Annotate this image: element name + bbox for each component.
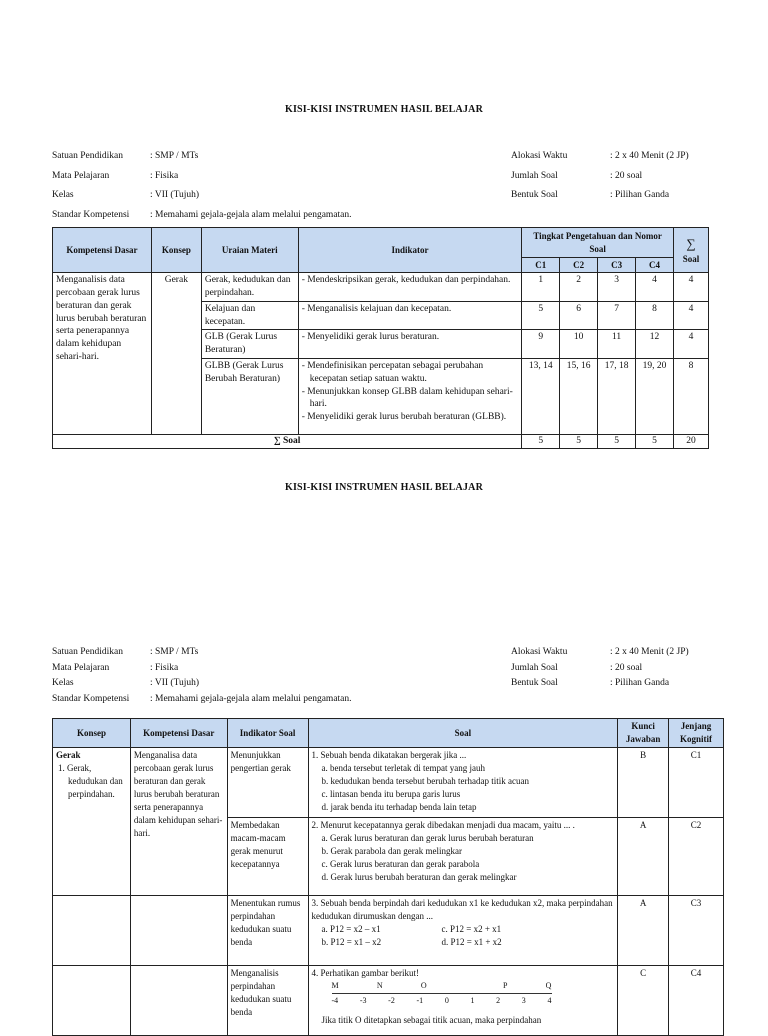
- meta-label: Jumlah Soal: [511, 662, 558, 673]
- meta-label: Mata Pelajaran: [52, 662, 110, 673]
- meta-value: : Memahami gejala-gejala alam melalui pengamatan.: [150, 209, 352, 220]
- point-label: N: [376, 981, 383, 991]
- total-c4: 5: [636, 435, 674, 449]
- indikator-item: - Mendefinisikan percepatan sebagai perubahan kecepatan setiap satuan waktu.: [302, 360, 519, 386]
- header-soal: Soal: [682, 253, 700, 264]
- header-indikator-soal: Indikator Soal: [227, 719, 308, 748]
- tick-label: 1: [470, 995, 475, 1005]
- uraian-cell: Kelajuan dan kecepatan.: [201, 301, 298, 330]
- question-text: 2. Menurut kecepatannya gerak dibedakan menjadi dua macam, yaitu ... .: [311, 820, 575, 831]
- total-sum: 20: [674, 435, 709, 449]
- meta-value: : 2 x 40 Menit (2 JP): [610, 151, 689, 162]
- indikator-cell: Menentukan rumus perpindahan kedudukan suatu benda: [227, 896, 308, 966]
- meta-label: Alokasi Waktu: [511, 151, 568, 162]
- konsep-cell: Gerak: [151, 273, 201, 435]
- meta-value: : 20 soal: [610, 662, 643, 673]
- meta-value: : 2 x 40 Menit (2 JP): [610, 647, 689, 658]
- kunci-cell: A: [618, 818, 669, 896]
- kompetensi-cell: Menganalisis data percobaan gerak lurus beraturan dan gerak lurus berubah beraturan serta penerapannya dalam kehidupan sehari-hari.: [53, 273, 152, 435]
- konsep-title: Gerak: [56, 750, 81, 761]
- sum-cell: 8: [674, 359, 709, 435]
- meta-value: : SMP / MTs: [150, 151, 199, 162]
- indikator-cell: [298, 359, 522, 435]
- total-c1: 5: [522, 435, 560, 449]
- question-text: 1. Sebuah benda dikatakan bergerak jika ...: [311, 750, 467, 761]
- header-c4: C4: [636, 258, 674, 273]
- c1-cell: 9: [522, 330, 560, 359]
- c4-cell: 8: [636, 301, 674, 330]
- header-c1: C1: [522, 258, 560, 273]
- tick-label: -3: [359, 995, 367, 1005]
- meta-label: Bentuk Soal: [511, 678, 558, 689]
- konsep-cell: [53, 748, 131, 896]
- meta-value: : VII (Tujuh): [150, 190, 200, 201]
- meta-value: : VII (Tujuh): [150, 678, 200, 689]
- header-kunci: Kunci Jawaban: [618, 719, 669, 748]
- c1-cell: 13, 14: [522, 359, 560, 435]
- kisi-table-2: [52, 718, 724, 1036]
- kompetensi-cell: Menganalisa data percobaan gerak lurus beraturan dan gerak lurus berubah beraturan serta penerapannya dalam kehidupan sehari-hari.: [130, 748, 227, 896]
- option: d. P12 = x1 + x2: [441, 937, 502, 948]
- indikator-cell: Menganalisis perpindahan kedudukan suatu benda: [227, 966, 308, 1036]
- header-uraian: Uraian Materi: [201, 228, 298, 273]
- point-label: Q: [545, 981, 552, 991]
- meta-value: : Memahami gejala-gejala alam melalui pengamatan.: [150, 693, 352, 704]
- option: c. Gerak lurus beraturan dan gerak parabola: [321, 859, 480, 870]
- meta-label: Satuan Pendidikan: [52, 151, 123, 162]
- meta-label: Jumlah Soal: [511, 170, 558, 181]
- kunci-cell: B: [618, 748, 669, 818]
- header-soal: Soal: [308, 719, 618, 748]
- header-konsep: Konsep: [151, 228, 201, 273]
- point-label: O: [420, 981, 427, 991]
- c3-cell: 3: [598, 273, 636, 302]
- meta-label: Kelas: [52, 190, 74, 201]
- c3-cell: 11: [598, 330, 636, 359]
- kompetensi-cell: [130, 966, 227, 1036]
- header-indikator: Indikator: [298, 228, 522, 273]
- kompetensi-cell: [130, 896, 227, 966]
- jenjang-cell: C1: [669, 748, 724, 818]
- header-c2: C2: [560, 258, 598, 273]
- indikator-cell: [298, 330, 522, 359]
- header-konsep: Konsep: [53, 719, 131, 748]
- header-jenjang: Jenjang Kognitif: [669, 719, 724, 748]
- option: b. P12 = x1 – x2: [321, 937, 382, 948]
- question-continuation: Jika titik O ditetapkan sebagai titik acuan, maka perpindahan: [321, 1015, 542, 1026]
- tick-label: 2: [496, 995, 501, 1005]
- tick-label: 4: [547, 995, 552, 1005]
- total-c2: 5: [560, 435, 598, 449]
- tick-label: -1: [416, 995, 424, 1005]
- meta-label: Mata Pelajaran: [52, 170, 110, 181]
- c1-cell: 5: [522, 301, 560, 330]
- number-line-letters: [332, 980, 552, 992]
- sum-cell: 4: [674, 301, 709, 330]
- indikator-item: - Menyelidiki gerak lurus berubah beraturan (GLBB).: [302, 411, 519, 424]
- kisi-table-1: [52, 227, 709, 449]
- option: b. kedudukan benda tersebut berubah terhadap titik acuan: [321, 776, 529, 787]
- jenjang-cell: C2: [669, 818, 724, 896]
- number-line: [332, 993, 552, 1007]
- total-label: ∑ Soal: [53, 435, 522, 449]
- header-kompetensi: Kompetensi Dasar: [53, 228, 152, 273]
- jenjang-cell: C3: [669, 896, 724, 966]
- question-text: 4. Perhatikan gambar berikut!: [311, 968, 419, 979]
- c2-cell: 6: [560, 301, 598, 330]
- point-label: P: [503, 981, 508, 991]
- tick-label: 0: [444, 995, 449, 1005]
- indikator-item: - Mendeskripsikan gerak, kedudukan dan perpindahan.: [302, 274, 519, 287]
- soal-cell: [308, 966, 618, 1036]
- c3-cell: 7: [598, 301, 636, 330]
- uraian-cell: Gerak, kedudukan dan perpindahan.: [201, 273, 298, 302]
- meta-value: : 20 soal: [610, 170, 643, 181]
- jenjang-cell: C4: [669, 966, 724, 1036]
- option: d. jarak benda itu terhadap benda lain tetap: [321, 802, 477, 813]
- section1-meta-right: [511, 149, 689, 204]
- meta-label: Standar Kompetensi: [52, 693, 130, 704]
- section2-meta-right: [511, 645, 689, 692]
- meta-label: Alokasi Waktu: [511, 647, 568, 658]
- tick-label: -4: [331, 995, 339, 1005]
- meta-value: : Pilihan Ganda: [610, 678, 670, 689]
- meta-label: Kelas: [52, 678, 74, 689]
- meta-value: : Fisika: [150, 662, 179, 673]
- option-row: [312, 923, 615, 936]
- konsep-cell: [53, 966, 131, 1036]
- meta-value: : Fisika: [150, 170, 179, 181]
- section1-meta-left: [52, 149, 352, 223]
- section2-title: KISI-KISI INSTRUMEN HASIL BELAJAR: [284, 482, 484, 493]
- header-c3: C3: [598, 258, 636, 273]
- kunci-cell: C: [618, 966, 669, 1036]
- c4-cell: 12: [636, 330, 674, 359]
- c2-cell: 15, 16: [560, 359, 598, 435]
- option: d. Gerak lurus berubah beraturan dan gerak melingkar: [321, 872, 517, 883]
- c4-cell: 19, 20: [636, 359, 674, 435]
- tick-label: -2: [388, 995, 395, 1005]
- option: a. Gerak lurus beraturan dan gerak lurus berubah beraturan: [321, 833, 534, 844]
- meta-label: Bentuk Soal: [511, 190, 558, 201]
- total-c3: 5: [598, 435, 636, 449]
- uraian-cell: GLB (Gerak Lurus Beraturan): [201, 330, 298, 359]
- c3-cell: 17, 18: [598, 359, 636, 435]
- indikator-cell: Menunjukkan pengertian gerak: [227, 748, 308, 818]
- option: c. P12 = x2 + x1: [441, 924, 502, 935]
- indikator-item: - Menganalisis kelajuan dan kecepatan.: [302, 303, 519, 316]
- soal-cell: [308, 896, 618, 966]
- konsep-cell: [53, 896, 131, 966]
- option: c. lintasan benda itu berupa garis lurus: [321, 789, 461, 800]
- soal-cell: [308, 818, 618, 896]
- c4-cell: 4: [636, 273, 674, 302]
- indikator-item: - Menunjukkan konsep GLBB dalam kehidupan sehari-hari.: [302, 386, 519, 412]
- kunci-cell: A: [618, 896, 669, 966]
- meta-value: : Pilihan Ganda: [610, 190, 670, 201]
- sigma-symbol: ∑: [686, 236, 696, 252]
- indikator-item: - Menyelidiki gerak lurus beraturan.: [302, 331, 519, 344]
- option: a. P12 = x2 – x1: [321, 924, 381, 935]
- uraian-cell: GLBB (Gerak Lurus Berubah Beraturan): [201, 359, 298, 435]
- section1-title: KISI-KISI INSTRUMEN HASIL BELAJAR: [284, 104, 484, 115]
- soal-cell: [308, 748, 618, 818]
- point-label: M: [331, 981, 339, 991]
- sum-cell: 4: [674, 273, 709, 302]
- indikator-cell: Membedakan macam-macam gerak menurut kecepatannya: [227, 818, 308, 896]
- tick-label: 3: [521, 995, 526, 1005]
- header-sum: [674, 228, 709, 273]
- option: b. Gerak parabola dan gerak melingkar: [321, 846, 462, 857]
- header-tingkat: Tingkat Pengetahuan dan Nomor Soal: [522, 228, 674, 258]
- section2-meta-left: [52, 645, 352, 707]
- meta-label: Standar Kompetensi: [52, 209, 130, 220]
- meta-value: : SMP / MTs: [150, 647, 199, 658]
- c1-cell: 1: [522, 273, 560, 302]
- c2-cell: 10: [560, 330, 598, 359]
- question-text: 3. Sebuah benda berpindah dari kedudukan x1 ke kedudukan x2, maka perpindahan kedudukan dirumuskan dengan ...: [311, 898, 613, 922]
- konsep-item: 1. Gerak, kedudukan dan perpindahan.: [58, 763, 123, 800]
- sum-cell: 4: [674, 330, 709, 359]
- c2-cell: 2: [560, 273, 598, 302]
- option: a. benda tersebut terletak di tempat yang jauh: [321, 763, 485, 774]
- meta-label: Satuan Pendidikan: [52, 647, 123, 658]
- option-row: [312, 936, 615, 949]
- indikator-cell: [298, 301, 522, 330]
- indikator-cell: [298, 273, 522, 302]
- header-kompetensi: Kompetensi Dasar: [130, 719, 227, 748]
